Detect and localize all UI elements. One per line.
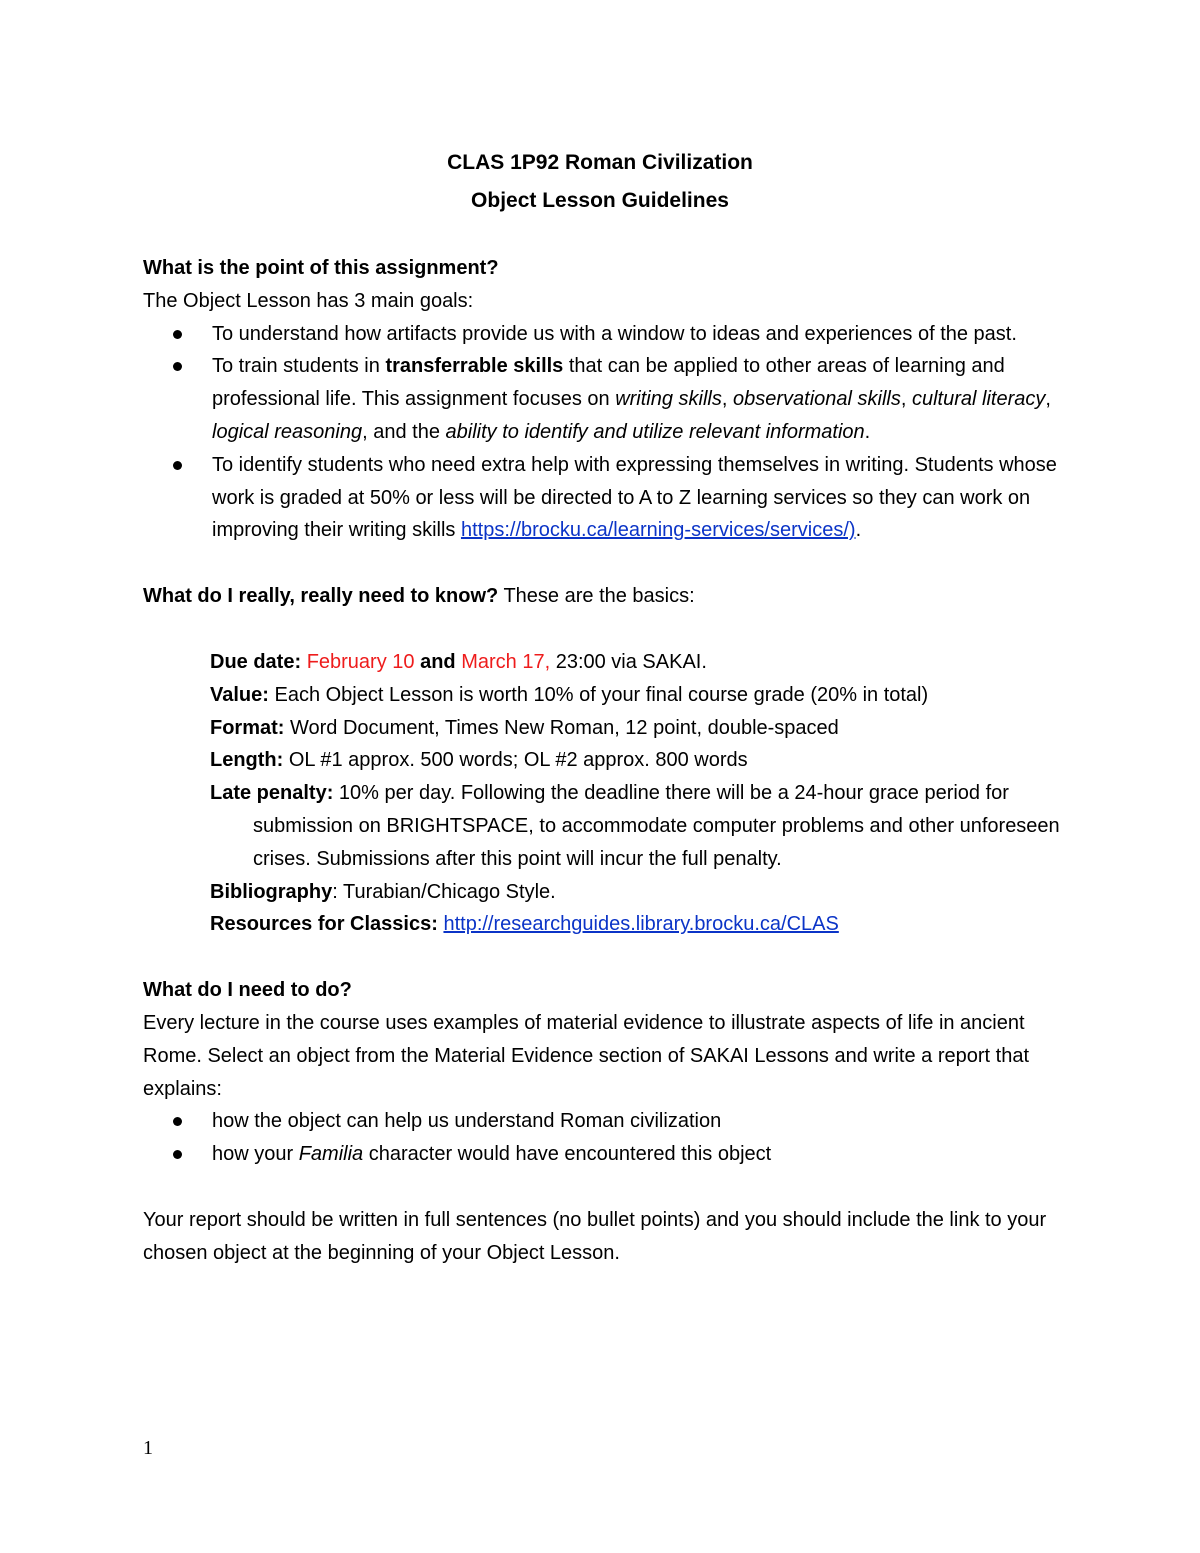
due-and: and bbox=[414, 650, 462, 673]
goal-3-text: To identify students who need extra help with expressing themselves in writing. Students whose work is graded at 50% or less will be directed to A to Z learning services so they can work on improving their writing skills bbox=[212, 453, 1057, 542]
document-title: Object Lesson Guidelines bbox=[471, 189, 729, 212]
report-point-2: how your bbox=[212, 1143, 299, 1166]
resources-label: Resources for Classics: bbox=[210, 913, 438, 936]
section-heading-todo: What do I need to do? bbox=[143, 979, 352, 1002]
bullet-icon bbox=[173, 362, 182, 371]
section-heading-basics bbox=[143, 580, 1063, 613]
late-penalty-label: Late penalty: bbox=[210, 782, 334, 805]
length-text: OL #1 approx. 500 words; OL #2 approx. 800 words bbox=[283, 749, 748, 772]
basics-list bbox=[143, 646, 1063, 941]
due-date-1: February 10 bbox=[306, 650, 415, 673]
separator: , bbox=[1045, 388, 1051, 411]
separator: , bbox=[721, 388, 733, 411]
list-item bbox=[143, 1138, 1063, 1171]
goal-2-text: that can be applied to other areas of learning and professional life. This assignment focuses on bbox=[212, 355, 1005, 411]
section-heading-point: What is the point of this assignment? bbox=[143, 257, 499, 279]
format-label: Format: bbox=[210, 716, 285, 739]
value-line bbox=[210, 679, 1063, 712]
report-point-2-tail: character would have encountered this object bbox=[363, 1143, 772, 1166]
title-block bbox=[0, 144, 1200, 220]
separator: , and the bbox=[362, 420, 446, 443]
page-number: 1 bbox=[143, 1437, 153, 1459]
closing-paragraph: Your report should be written in full sentences (no bullet points) and you should include the link to your chosen object at the beginning of your Object Lesson. bbox=[143, 1208, 1047, 1264]
late-penalty-line bbox=[210, 777, 1063, 875]
goals-list bbox=[143, 318, 1063, 548]
goals-intro: The Object Lesson has 3 main goals: bbox=[143, 289, 474, 312]
list-item bbox=[143, 350, 1063, 448]
list-item bbox=[143, 449, 1063, 547]
list-item bbox=[143, 1105, 1063, 1138]
period: . bbox=[855, 519, 862, 542]
list-item bbox=[143, 318, 1063, 351]
value-text: Each Object Lesson is worth 10% of your final course grade (20% in total) bbox=[268, 683, 929, 706]
due-date-label: Due date: bbox=[210, 650, 307, 673]
format-text: Word Document, Times New Roman, 12 point, double-spaced bbox=[284, 716, 839, 739]
bibliography-text: : Turabian/Chicago Style. bbox=[332, 880, 556, 903]
bullet-icon bbox=[173, 1117, 182, 1126]
basics-question: What do I really, really need to know? bbox=[143, 585, 499, 608]
due-date-line bbox=[210, 646, 1063, 679]
learning-services-link[interactable]: https://brocku.ca/learning-services/services/) bbox=[460, 519, 856, 542]
skill-observational: observational skills bbox=[733, 388, 901, 411]
course-title: CLAS 1P92 Roman Civilization bbox=[447, 151, 753, 174]
skill-information: ability to identify and utilize relevant information bbox=[445, 420, 865, 443]
bullet-icon bbox=[173, 461, 182, 470]
late-penalty-text: 10% per day. Following the deadline there will be a 24-hour grace period for submission on BRIGHTSPACE, to accommodate computer problems and other unforeseen crises. Submissions after this point will incur the full penalty. bbox=[253, 782, 1060, 870]
format-line bbox=[210, 712, 1063, 745]
report-point-1: how the object can help us understand Roman civilization bbox=[212, 1110, 722, 1133]
document-body bbox=[143, 252, 1063, 1270]
value-label: Value: bbox=[210, 683, 269, 706]
todo-body: Every lecture in the course uses examples of material evidence to illustrate aspects of life in ancient Rome. Select an object from the Material Evidence section of SAKAI Lessons and write a report that explains: bbox=[143, 1011, 1030, 1100]
bibliography-line bbox=[210, 876, 1063, 909]
separator: , bbox=[900, 388, 912, 411]
due-tail: 23:00 via SAKAI. bbox=[550, 650, 707, 673]
skill-writing: writing skills bbox=[615, 388, 722, 411]
goal-2-bold: transferrable skills bbox=[385, 355, 564, 378]
skill-cultural: cultural literacy bbox=[911, 388, 1046, 411]
basics-tail: These are the basics: bbox=[498, 585, 695, 608]
period: . bbox=[864, 420, 871, 443]
bullet-icon bbox=[173, 330, 182, 339]
bullet-icon bbox=[173, 1150, 182, 1159]
skill-logical: logical reasoning bbox=[212, 420, 363, 443]
resources-line bbox=[210, 908, 1063, 941]
goal-1-text: To understand how artifacts provide us with a window to ideas and experiences of the past. bbox=[212, 322, 1017, 345]
length-label: Length: bbox=[210, 749, 284, 772]
length-line bbox=[210, 744, 1063, 777]
goal-2-text: To train students in bbox=[212, 355, 386, 378]
research-guides-link[interactable]: http://researchguides.library.brocku.ca/CLAS bbox=[443, 913, 839, 936]
report-list bbox=[143, 1105, 1063, 1171]
due-date-2: March 17, bbox=[461, 650, 551, 673]
bibliography-label: Bibliography bbox=[210, 880, 333, 903]
familia-italic: Familia bbox=[298, 1143, 364, 1166]
